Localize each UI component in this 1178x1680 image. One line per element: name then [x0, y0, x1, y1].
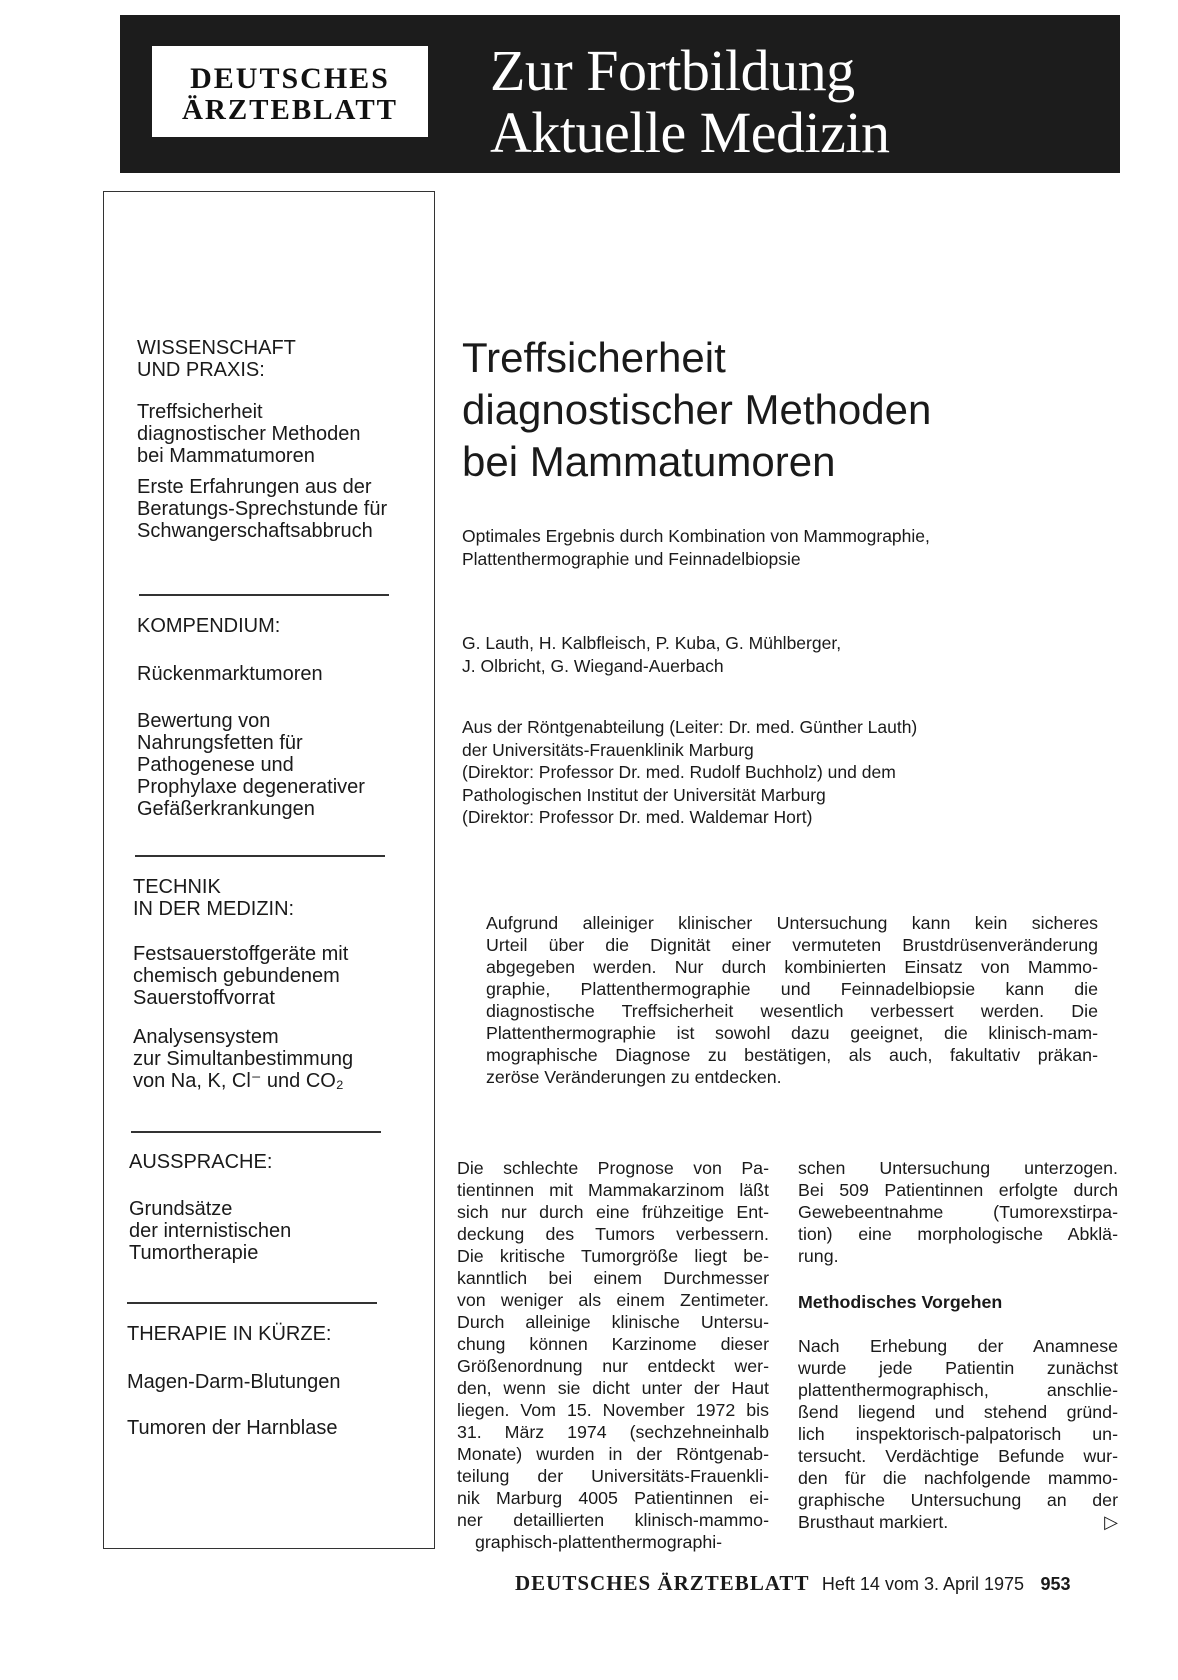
sidebar-item-treffsicherheit[interactable]: Treffsicherheit diagnostischer Methoden bei Mammatumoren	[137, 401, 361, 467]
sidebar-item-nahrungsfette[interactable]: Bewertung von Nahrungsfetten für Pathogenese und Prophylaxe degenerativer Gefäßerkrankungen	[137, 710, 365, 820]
sidebar-item-festsauerstoffgeraete[interactable]: Festsauerstoffgeräte mit chemisch gebundenem Sauerstoffvorrat	[133, 943, 349, 1009]
sidebar-heading-aussprache: AUSSPRACHE:	[129, 1151, 273, 1173]
article-authors: G. Lauth, H. Kalbfleisch, P. Kuba, G. Mühlberger, J. Olbricht, G. Wiegand-Auerbach	[462, 633, 842, 676]
divider	[139, 594, 389, 596]
divider	[131, 1131, 381, 1133]
sidebar-heading-wissenschaft: WISSENSCHAFT UND PRAXIS:	[137, 337, 296, 381]
footer-journal-name: DEUTSCHES ÄRZTEBLATT	[515, 1571, 810, 1595]
logo-line-1: DEUTSCHES	[190, 62, 390, 95]
article-abstract: Aufgrund alleiniger klinischer Untersuchung kann kein sicheres Urteil über die Dignität einer vermuteten Brustdrüsenveränderung abgegeben werden. Nur durch kombinierten Einsatz von Mammo- graphie, Plattenthermographie und Feinnadelbiopsie kann die diagnostische Treffsicherheit wesentlich verbessert werden. Die Plattenthermographie ist sowohl dazu geeignet, die klinisch-mam- mographische Diagnose zu bestätigen, als auch, fakultativ präkan- zeröse Veränderungen zu entdecken.	[486, 913, 1098, 1087]
sidebar-item-analysensystem[interactable]: Analysensystem zur Simultanbestimmung von Na, K, Cl⁻ und CO₂	[133, 1026, 354, 1092]
sidebar-item-tumortherapie[interactable]: Grundsätze der internistischen Tumortherapie	[129, 1198, 292, 1264]
section-heading-line-1: Zur Fortbildung	[490, 38, 855, 103]
section-heading-line-2: Aktuelle Medizin	[490, 100, 890, 165]
sidebar-heading-therapie: THERAPIE IN KÜRZE:	[127, 1323, 332, 1345]
body-column-2: schen Untersuchung unterzogen. Bei 509 Patientinnen erfolgte durch Gewebeentnahme (Tumorexstirpa- tion) eine morphologische Abklä- rung. Methodisches Vorgehen Nach Erhebung der Anamnese wurde jede Patientin zunächst plattenthermographisch, anschlie- ßend liegend und stehend gründ- lich inspektorisch-palpatorisch un- tersucht. Verdächtige Befunde wur- den für die nachfolgende mammo- graphische Untersuchung an der Brusthaut markiert. ▷	[798, 1158, 1118, 1532]
sidebar-item-harnblase[interactable]: Tumoren der Harnblase	[127, 1417, 338, 1439]
footer-issue: Heft 14 vom 3. April 1975	[821, 1574, 1025, 1594]
body-column-1: Die schlechte Prognose von Pa- tientinnen mit Mammakarzinom läßt sich nur durch eine frühzeitige Ent- deckung des Tumors verbessern. Die kritische Tumorgröße liegt be- kanntlich bei einem Durchmesser von weniger als einem Zentimeter. Durch alleinige klinische Untersu- chung können Karzinome dieser Größenordnung nur entdeckt wer- den, wenn sie dicht unter der Haut liegen. Vom 15. November 1972 bis 31. März 1974 (sechzehneinhalb Monate) wurden in der Röntgenab- teilung der Universitäts-Frauenkli- nik Marburg 4005 Patientinnen ei- ner detaillierten klinisch-mammo- graphisch-plattenthermographi-	[457, 1158, 769, 1552]
article-affiliation: Aus der Röntgenabteilung (Leiter: Dr. med. Günther Lauth) der Universitäts-Frauenklinik Marburg (Direktor: Professor Dr. med. Rudolf Buchholz) und dem Pathologischen Institut der Universität Marburg (Direktor: Professor Dr. med. Waldemar Hort)	[462, 717, 918, 827]
journal-logo	[150, 44, 430, 139]
article-title: Treffsicherheit diagnostischer Methoden bei Mammatumoren	[462, 334, 932, 485]
logo-line-2: ÄRZTEBLATT	[181, 94, 399, 126]
article-subtitle: Optimales Ergebnis durch Kombination von Mammographie, Plattenthermographie und Feinnadelbiopsie	[462, 526, 930, 569]
continue-arrow-icon: ▷	[1104, 1512, 1118, 1532]
divider	[127, 1302, 377, 1304]
sidebar-item-rueckenmarktumoren[interactable]: Rückenmarktumoren	[137, 663, 323, 685]
sidebar-heading-technik: TECHNIK IN DER MEDIZIN:	[133, 876, 295, 920]
contents-sidebar	[103, 191, 435, 1549]
page-number: 953	[1040, 1574, 1071, 1594]
section-heading-methodisches-vorgehen: Methodisches Vorgehen	[798, 1292, 1003, 1312]
sidebar-item-beratung[interactable]: Erste Erfahrungen aus der Beratungs-Sprechstunde für Schwangerschaftsabbruch	[137, 476, 388, 542]
sidebar-heading-kompendium: KOMPENDIUM:	[137, 615, 281, 637]
sidebar-item-magen-darm[interactable]: Magen-Darm-Blutungen	[127, 1371, 341, 1393]
page-footer	[515, 1571, 1120, 1601]
divider	[135, 855, 385, 857]
